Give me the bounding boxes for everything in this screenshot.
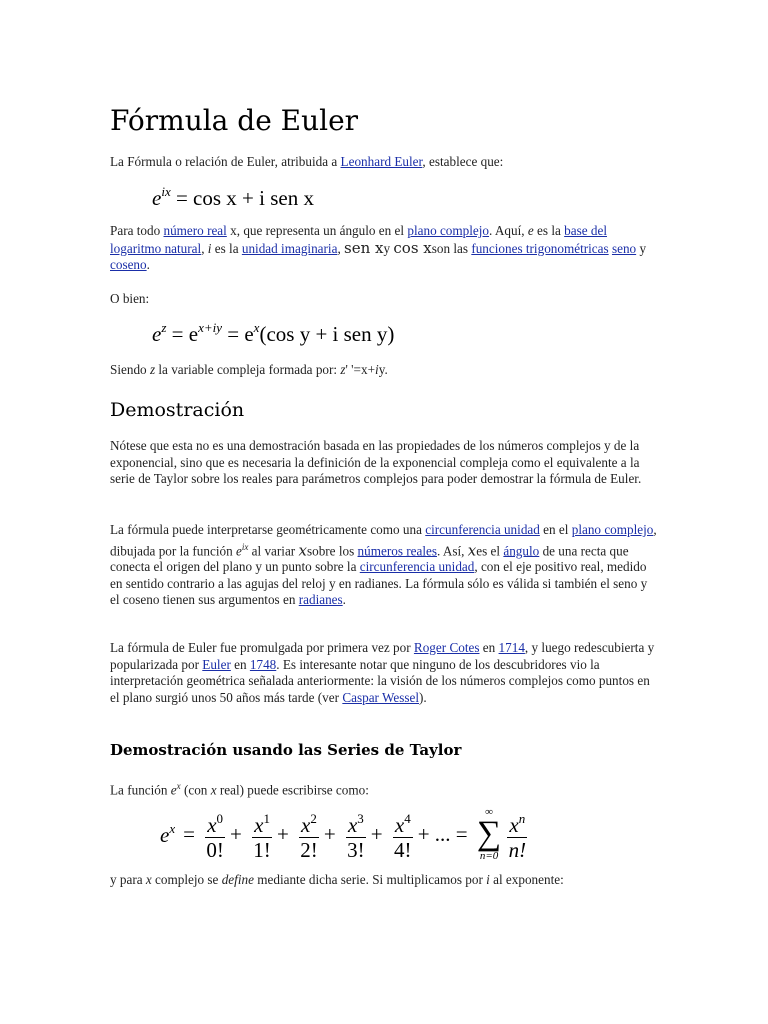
link-unidad-imaginaria[interactable]: unidad imaginaria (241, 240, 338, 256)
link-1714[interactable]: 1714 (498, 640, 525, 655)
formula-euler: $e^{ix} = \cos x + i$ sen x (152, 184, 314, 210)
taylor-term-2: $\frac{x^2}{2!}$ (299, 807, 319, 862)
taylor-term-4: $\frac{x^4}{4!}$ (393, 807, 413, 862)
heading-demostracion: Demostración (110, 399, 245, 421)
taylor-term-1: $\frac{x^1}{1!}$ (252, 807, 272, 862)
link-numero-real[interactable]: número real (163, 223, 227, 238)
heading-taylor: Demostración usando las Series de Taylor (110, 741, 462, 759)
summation-sign: ∞ ∑ n=0 (476, 806, 502, 862)
link-roger-cotes[interactable]: Roger Cotes (413, 640, 480, 655)
siendo-paragraph: Siendo z la variable compleja formada por: z' '=x+iy. (110, 362, 388, 377)
complejo-paragraph: y para x complejo se define mediante dicha serie. Si multiplicamos por i al exponente: (110, 872, 564, 887)
taylor-term-0: $\frac{x^0}{0!}$ (205, 807, 225, 862)
link-numeros-reales[interactable]: números reales (357, 542, 437, 558)
link-plano-complejo[interactable]: plano complejo (407, 223, 490, 238)
formula-taylor-series: $e^x$ = $\frac{x^0}{0!}$ + $\frac{x^1}{1!}$ + $\frac{x^2}{2!}$ + $\frac{x^3}{3!}$ + $\frac{x^4}{4!}$ + ... = ∞ ∑ n=0 $\frac{x^n}{n!}$ (160, 806, 527, 862)
link-funciones-trigonometricas[interactable]: funciones trigonométricas (471, 240, 609, 256)
intro-paragraph: La Fórmula o relación de Euler, atribuida a Leonhard Euler, establece que: (110, 154, 504, 169)
link-circunferencia-unidad[interactable]: circunferencia unidad (425, 522, 540, 537)
link-radianes[interactable]: radianes (298, 592, 343, 608)
link-coseno[interactable]: coseno (110, 257, 147, 272)
link-caspar-wessel[interactable]: Caspar Wessel (342, 689, 420, 705)
link-circunferencia-unidad-2[interactable]: circunferencia unidad (359, 559, 475, 575)
notese-paragraph: Nótese que esta no es una demostración basada en las propiedades de los números complejos y de la exponencial, sino que es necesaria la definición de la exponencial compleja como el equivalente a la serie de Taylor sobre los reales para parámetros complejos para poder demostrar la fórmula de Euler. (110, 438, 642, 486)
geometric-paragraph: La fórmula puede interpretarse geométricamente como una circunferencia unidad en el plano complejo, dibujada por la función $e^{ix}$ al variar xsobre los números reales. Así, xes el ángulo de una recta que conecta el origen del plano y un punto sobre la circunferencia unidad, con el eje positivo real, medido en sentido contrario a las agujas del reloj y en radianes. La fórmula sólo es válida si también el seno y el coseno tienen sus argumentos en radianes. (110, 522, 657, 608)
link-euler[interactable]: Euler (202, 656, 231, 672)
link-leonhard-euler[interactable]: Leonhard Euler (340, 154, 423, 169)
o-bien-text: O bien: (110, 291, 150, 306)
history-paragraph: La fórmula de Euler fue promulgada por primera vez por Roger Cotes en 1714, y luego redescubierta y popularizada por Euler en 1748. Es interesante notar que ninguno de los descubridores vio la interpretación geométrica señalada anteriormente: la visión de los números complejos como puntos en el plano surgió unos 50 años más tarde (ver Caspar Wessel). (110, 640, 655, 705)
link-angulo[interactable]: ángulo (503, 542, 540, 558)
page-title: Fórmula de Euler (110, 104, 359, 137)
link-1748[interactable]: 1748 (249, 656, 277, 672)
formula-complex-exponential: $e^z = e^{x+iy} = e^x(\cos$ y + i sen y) (152, 320, 395, 346)
link-base-logaritmo[interactable]: base del logaritmo natural (110, 223, 607, 256)
funcion-paragraph: La función $e^x$ (con x real) puede escribirse como: (110, 781, 369, 798)
para-todo-paragraph: Para todo número real x, que representa un ángulo en el plano complejo. Aquí, e es la base del logaritmo natural, i es la unidad imaginaria, sen xy cos xson las funciones trigonométricas seno y coseno. (110, 223, 647, 272)
link-seno[interactable]: seno (611, 240, 637, 256)
taylor-term-3: $\frac{x^3}{3!}$ (346, 807, 366, 862)
link-plano-complejo-2[interactable]: plano complejo (571, 522, 654, 537)
taylor-term-n: $\frac{x^n}{n!}$ (507, 807, 527, 862)
